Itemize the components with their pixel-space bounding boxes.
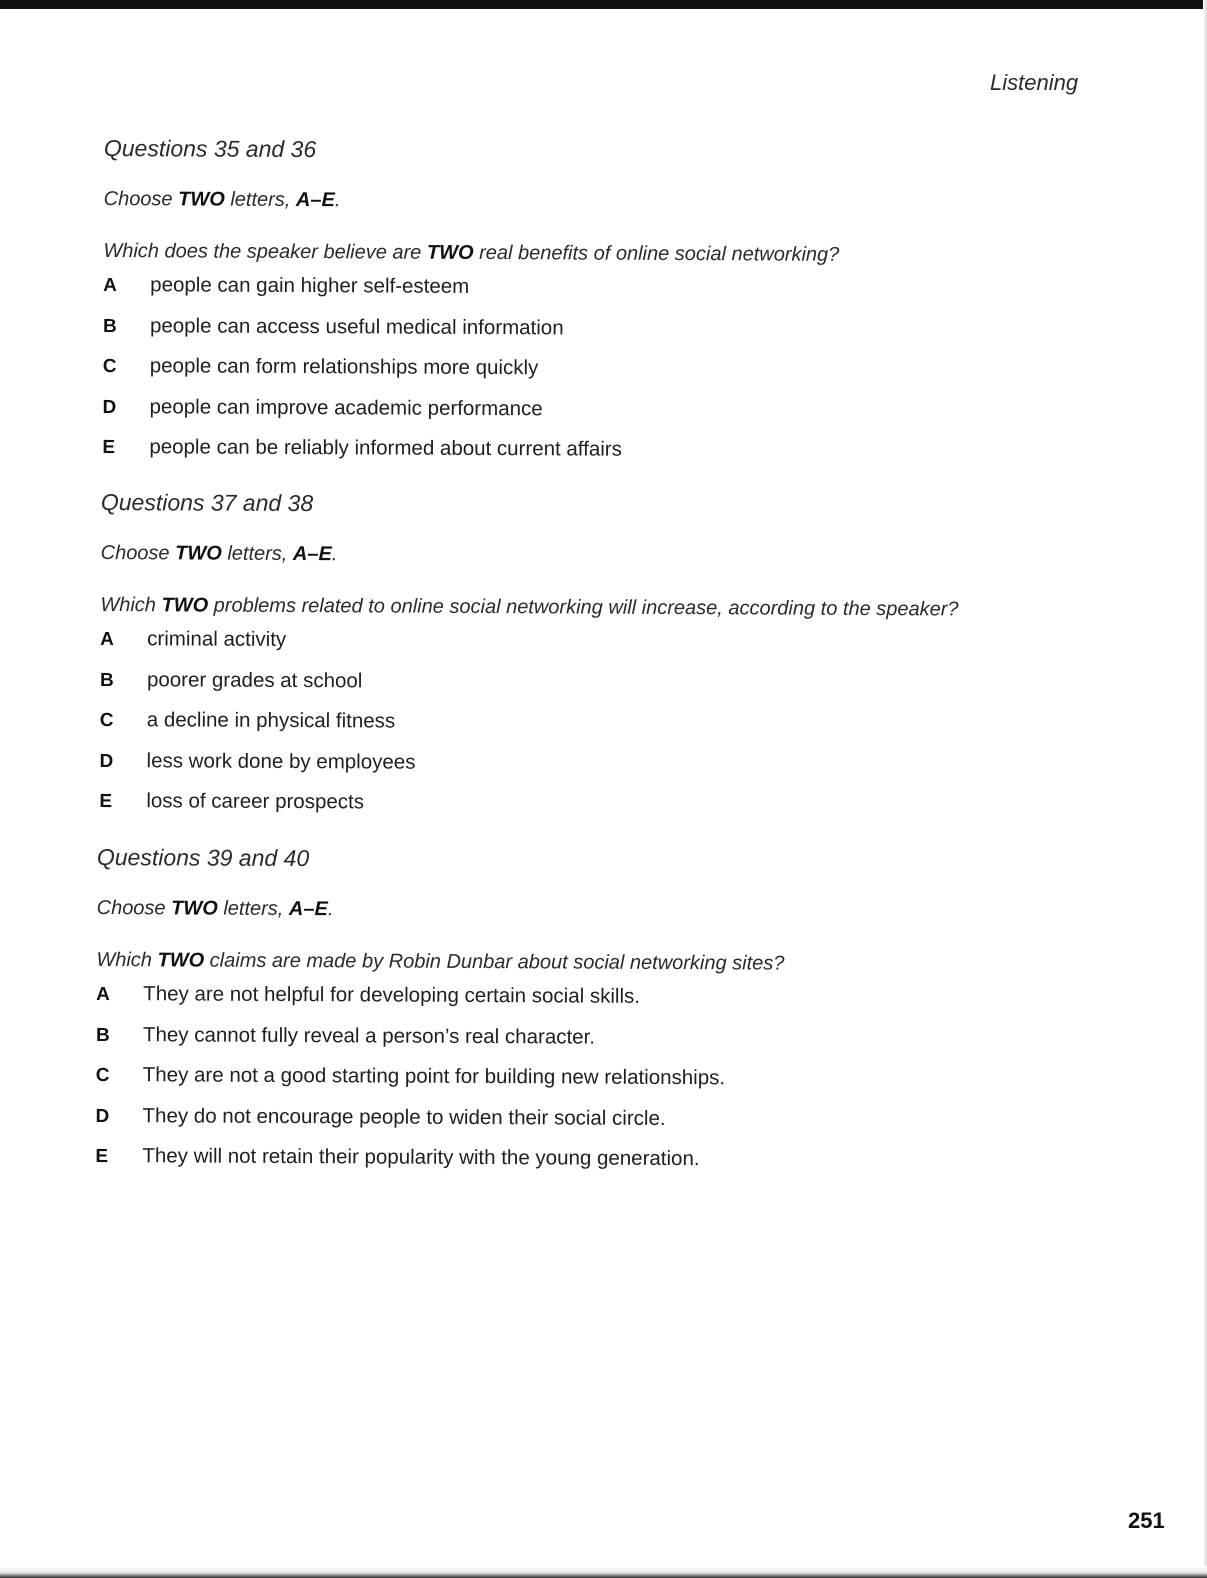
option-text: They will not retain their popularity with the young generation.: [142, 1144, 700, 1171]
option-b[interactable]: [100, 667, 958, 712]
option-letter: C: [102, 355, 117, 378]
scan-right-edge: [1203, 0, 1207, 1578]
option-letter: C: [95, 1064, 110, 1087]
question-stem: [103, 237, 839, 269]
instruction-range: A–E: [295, 189, 335, 212]
instruction-range: A–E: [292, 543, 332, 566]
instruction-text: Choose: [100, 541, 176, 565]
option-text: They are not a good starting point for building new relationships.: [142, 1063, 726, 1090]
option-list: [102, 273, 839, 479]
option-c[interactable]: [103, 354, 839, 398]
question-group-35-36: [102, 133, 840, 479]
option-letter: B: [95, 1024, 110, 1046]
question-text: Which: [96, 948, 158, 972]
option-letter: D: [99, 750, 114, 772]
option-letter: C: [99, 709, 114, 732]
option-text: criminal activity: [147, 627, 287, 651]
option-text: They cannot fully reveal a person’s real character.: [142, 1022, 596, 1049]
instruction-emphasis: TWO: [175, 542, 222, 565]
question-stem: [96, 946, 784, 978]
question-group-39-40: [95, 842, 785, 1188]
option-letter: E: [102, 436, 116, 459]
instruction: [101, 539, 959, 571]
instruction-emphasis: TWO: [171, 897, 218, 920]
instruction: [97, 894, 785, 926]
option-letter: A: [103, 274, 117, 297]
option-a[interactable]: [100, 627, 958, 672]
instruction-emphasis: TWO: [178, 188, 225, 211]
question-text: claims are made by Robin Dunbar about social networking sites?: [204, 949, 785, 975]
option-d[interactable]: [99, 748, 957, 793]
question-text: problems related to online social networking will increase, according to the speaker?: [208, 594, 959, 621]
option-text: people can improve academic performance: [149, 394, 543, 420]
option-d[interactable]: [102, 394, 838, 438]
questions-heading: Questions 37 and 38: [100, 488, 314, 517]
instruction: [104, 185, 840, 217]
instruction-text: letters,: [224, 188, 297, 212]
option-text: people can form relationships more quickly: [149, 354, 539, 380]
option-text: poorer grades at school: [146, 667, 363, 692]
question-text: real benefits of online social networking?: [473, 241, 840, 266]
option-list: [99, 627, 958, 834]
option-e[interactable]: [102, 435, 838, 479]
option-letter: A: [100, 628, 114, 651]
option-text: people can be reliably informed about current affairs: [149, 435, 622, 461]
option-letter: D: [102, 396, 117, 418]
instruction-text: .: [334, 189, 341, 212]
question-emphasis: TWO: [161, 594, 209, 617]
option-letter: A: [96, 983, 110, 1006]
question-emphasis: TWO: [157, 949, 205, 972]
questions-heading: Questions 35 and 36: [103, 134, 317, 163]
question-emphasis: TWO: [426, 241, 474, 264]
scan-bottom-edge: [0, 1566, 1207, 1578]
option-e[interactable]: [99, 789, 957, 834]
option-letter: E: [99, 790, 113, 813]
option-letter: D: [95, 1105, 110, 1127]
option-text: less work done by employees: [146, 748, 416, 774]
questions-heading: Questions 39 and 40: [96, 844, 310, 872]
question-stem: [100, 591, 958, 623]
option-list: [95, 982, 784, 1188]
instruction-text: letters,: [221, 542, 294, 566]
instruction-text: .: [331, 543, 338, 566]
instruction-text: letters,: [217, 897, 290, 921]
option-e[interactable]: [95, 1144, 783, 1188]
option-b[interactable]: [96, 1022, 784, 1066]
option-text: people can access useful medical information: [149, 313, 564, 339]
question-text: Which: [100, 593, 162, 617]
option-c[interactable]: [100, 708, 958, 753]
option-text: a decline in physical fitness: [146, 708, 396, 733]
option-text: loss of career prospects: [146, 789, 365, 814]
option-text: people can gain higher self-esteem: [150, 273, 470, 298]
instruction-text: .: [327, 898, 334, 921]
instruction-text: Choose: [103, 187, 179, 211]
option-b[interactable]: [103, 313, 839, 357]
option-letter: B: [99, 669, 114, 691]
instruction-text: Choose: [96, 896, 172, 920]
question-group-37-38: [99, 487, 959, 834]
instruction-range: A–E: [288, 898, 328, 921]
question-text: Which does the speaker believe are: [103, 239, 427, 264]
option-text: They do not encourage people to widen their social circle.: [142, 1103, 666, 1130]
option-letter: E: [95, 1145, 109, 1168]
running-head: Listening: [990, 70, 1079, 95]
option-a[interactable]: [103, 273, 839, 317]
page-number: 251: [1128, 1508, 1165, 1533]
option-a[interactable]: [96, 982, 784, 1026]
option-letter: B: [102, 315, 117, 337]
option-d[interactable]: [95, 1103, 783, 1147]
scan-top-edge: [0, 0, 1207, 9]
option-c[interactable]: [96, 1063, 784, 1107]
option-text: They are not helpful for developing certain social skills.: [143, 982, 641, 1008]
